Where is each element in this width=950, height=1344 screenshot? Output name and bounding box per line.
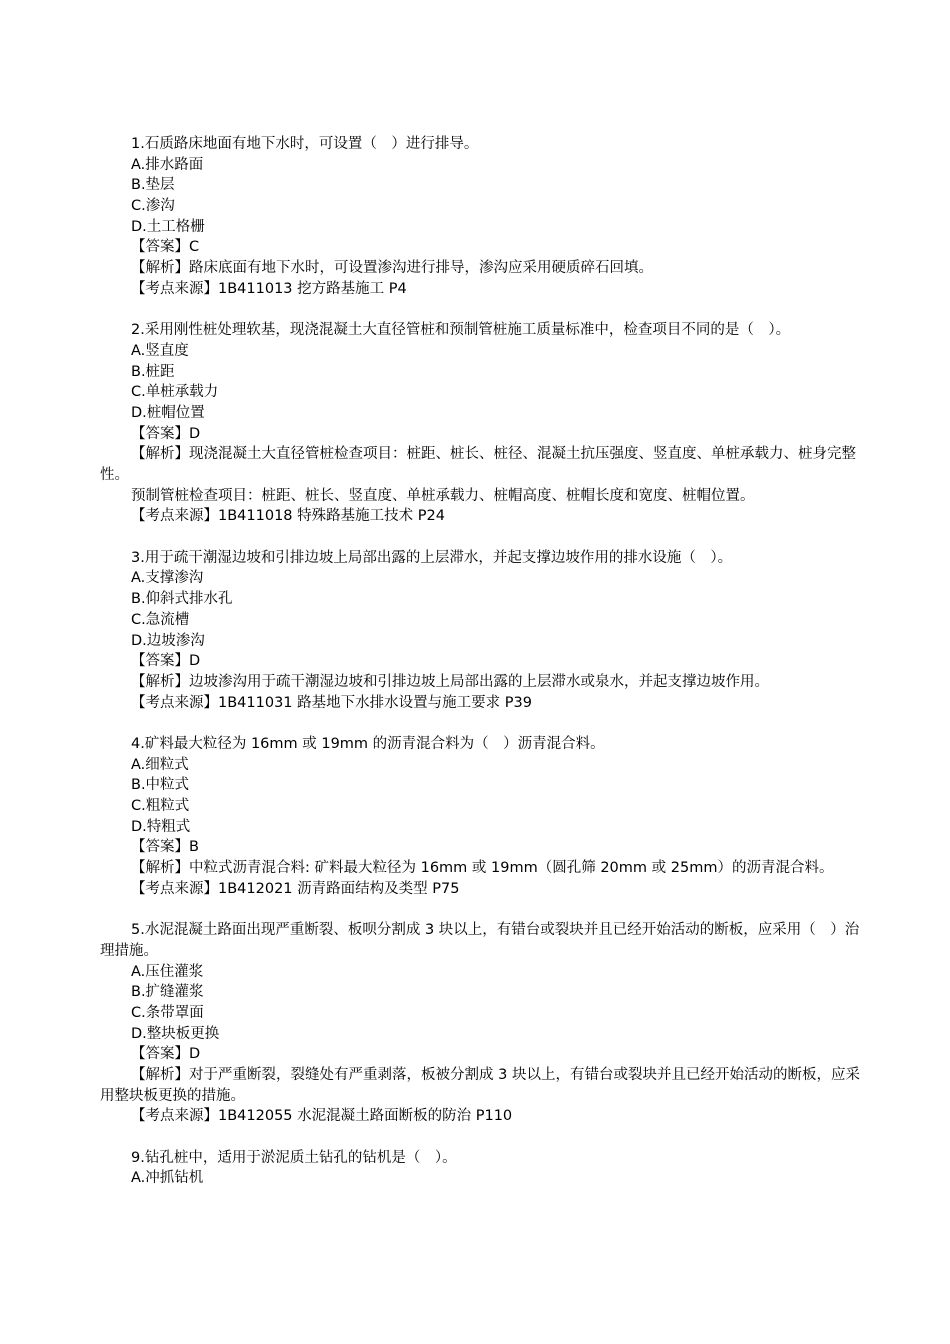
source: 【考点来源】1B411031 路基地下水排水设置与施工要求 P39 [131,694,532,711]
option-b: B.中粒式 [131,777,190,794]
answer: 【答案】D [131,1046,201,1063]
question-stem: 2.采用刚性桩处理软基，现浇混凝土大直径管桩和预制管桩施工质量标准中，检查项目不同的是（ ）。 [131,322,791,339]
option-d: D.土工格栅 [131,218,205,235]
option-a: A.竖直度 [131,342,189,359]
question-5 [100,920,870,1127]
option-d: D.整块板更换 [131,1025,220,1042]
option-b: B.垫层 [131,177,175,194]
option-a: A.排水路面 [131,156,204,173]
analysis: 【解析】现浇混凝土大直径管桩检查项目：桩距、桩长、桩径、混凝土抗压强度、竖直度、单桩承载力、桩身完整性。 [100,446,856,484]
analysis: 【解析】路床底面有地下水时，可设置渗沟进行排导，渗沟应采用硬质碎石回填。 [131,260,653,277]
question-2 [100,320,870,527]
analysis: 【解析】对于严重断裂，裂缝处有严重剥落，板被分割成 3 块以上，有错台或裂块并且已经开始活动的断板，应采用整块板更换的措施。 [100,1067,860,1104]
answer: 【答案】C [131,239,200,256]
source: 【考点来源】1B411013 挖方路基施工 P4 [131,280,407,297]
analysis: 【解析】中粒式沥青混合料: 矿料最大粒径为 16mm 或 19mm（圆孔筛 20mm 或 25mm）的沥青混合料。 [131,860,834,877]
analysis-continued: 预制管桩检查项目：桩距、桩长、竖直度、单桩承载力、桩帽高度、桩帽长度和宽度、桩帽位置。 [131,487,755,504]
question-9 [100,1148,870,1189]
question-3 [100,548,870,714]
option-a: A.压住灌浆 [131,963,204,980]
option-d: D.边坡渗沟 [131,632,205,649]
question-stem: 5.水泥混凝土路面出现严重断裂、板呗分割成 3 块以上，有错台或裂块并且已经开始活动的断板，应采用（ ）治理措施。 [100,922,860,959]
analysis: 【解析】边坡渗沟用于疏干潮湿边坡和引排边坡上局部出露的上层滞水或泉水，并起支撑边坡作用。 [131,673,769,690]
source: 【考点来源】1B412021 沥青路面结构及类型 P75 [131,880,460,897]
option-d: D.特粗式 [131,818,191,835]
option-d: D.桩帽位置 [131,404,205,421]
source: 【考点来源】1B411018 特殊路基施工技术 P24 [131,508,445,525]
answer: 【答案】B [131,839,199,856]
question-list [100,134,870,1210]
option-c: C.粗粒式 [131,798,190,815]
question-stem: 4.矿料最大粒径为 16mm 或 19mm 的沥青混合料为（ ）沥青混合料。 [131,735,605,752]
option-b: B.仰斜式排水孔 [131,591,233,608]
answer: 【答案】D [131,425,201,442]
question-4 [100,734,870,900]
option-a: A.细粒式 [131,756,189,773]
option-c: C.条带罩面 [131,1004,204,1021]
option-c: C.渗沟 [131,198,175,215]
source: 【考点来源】1B412055 水泥混凝土路面断板的防治 P110 [131,1108,513,1125]
option-b: B.桩距 [131,363,175,380]
option-c: C.急流槽 [131,611,190,628]
question-stem: 1.石质路床地面有地下水时，可设置（ ）进行排导。 [131,136,479,152]
question-stem: 9.钻孔桩中，适用于淤泥质土钻孔的钻机是（ ）。 [131,1149,457,1166]
question-1 [100,134,870,300]
option-a: A.冲抓钻机 [131,1170,204,1187]
option-b: B.扩缝灌浆 [131,984,204,1001]
option-a: A.支撑渗沟 [131,570,204,587]
option-c: C.单桩承载力 [131,384,219,401]
question-stem: 3.用于疏干潮湿边坡和引排边坡上局部出露的上层滞水，并起支撑边坡作用的排水设施（ ）。 [131,549,733,566]
answer: 【答案】D [131,653,201,670]
